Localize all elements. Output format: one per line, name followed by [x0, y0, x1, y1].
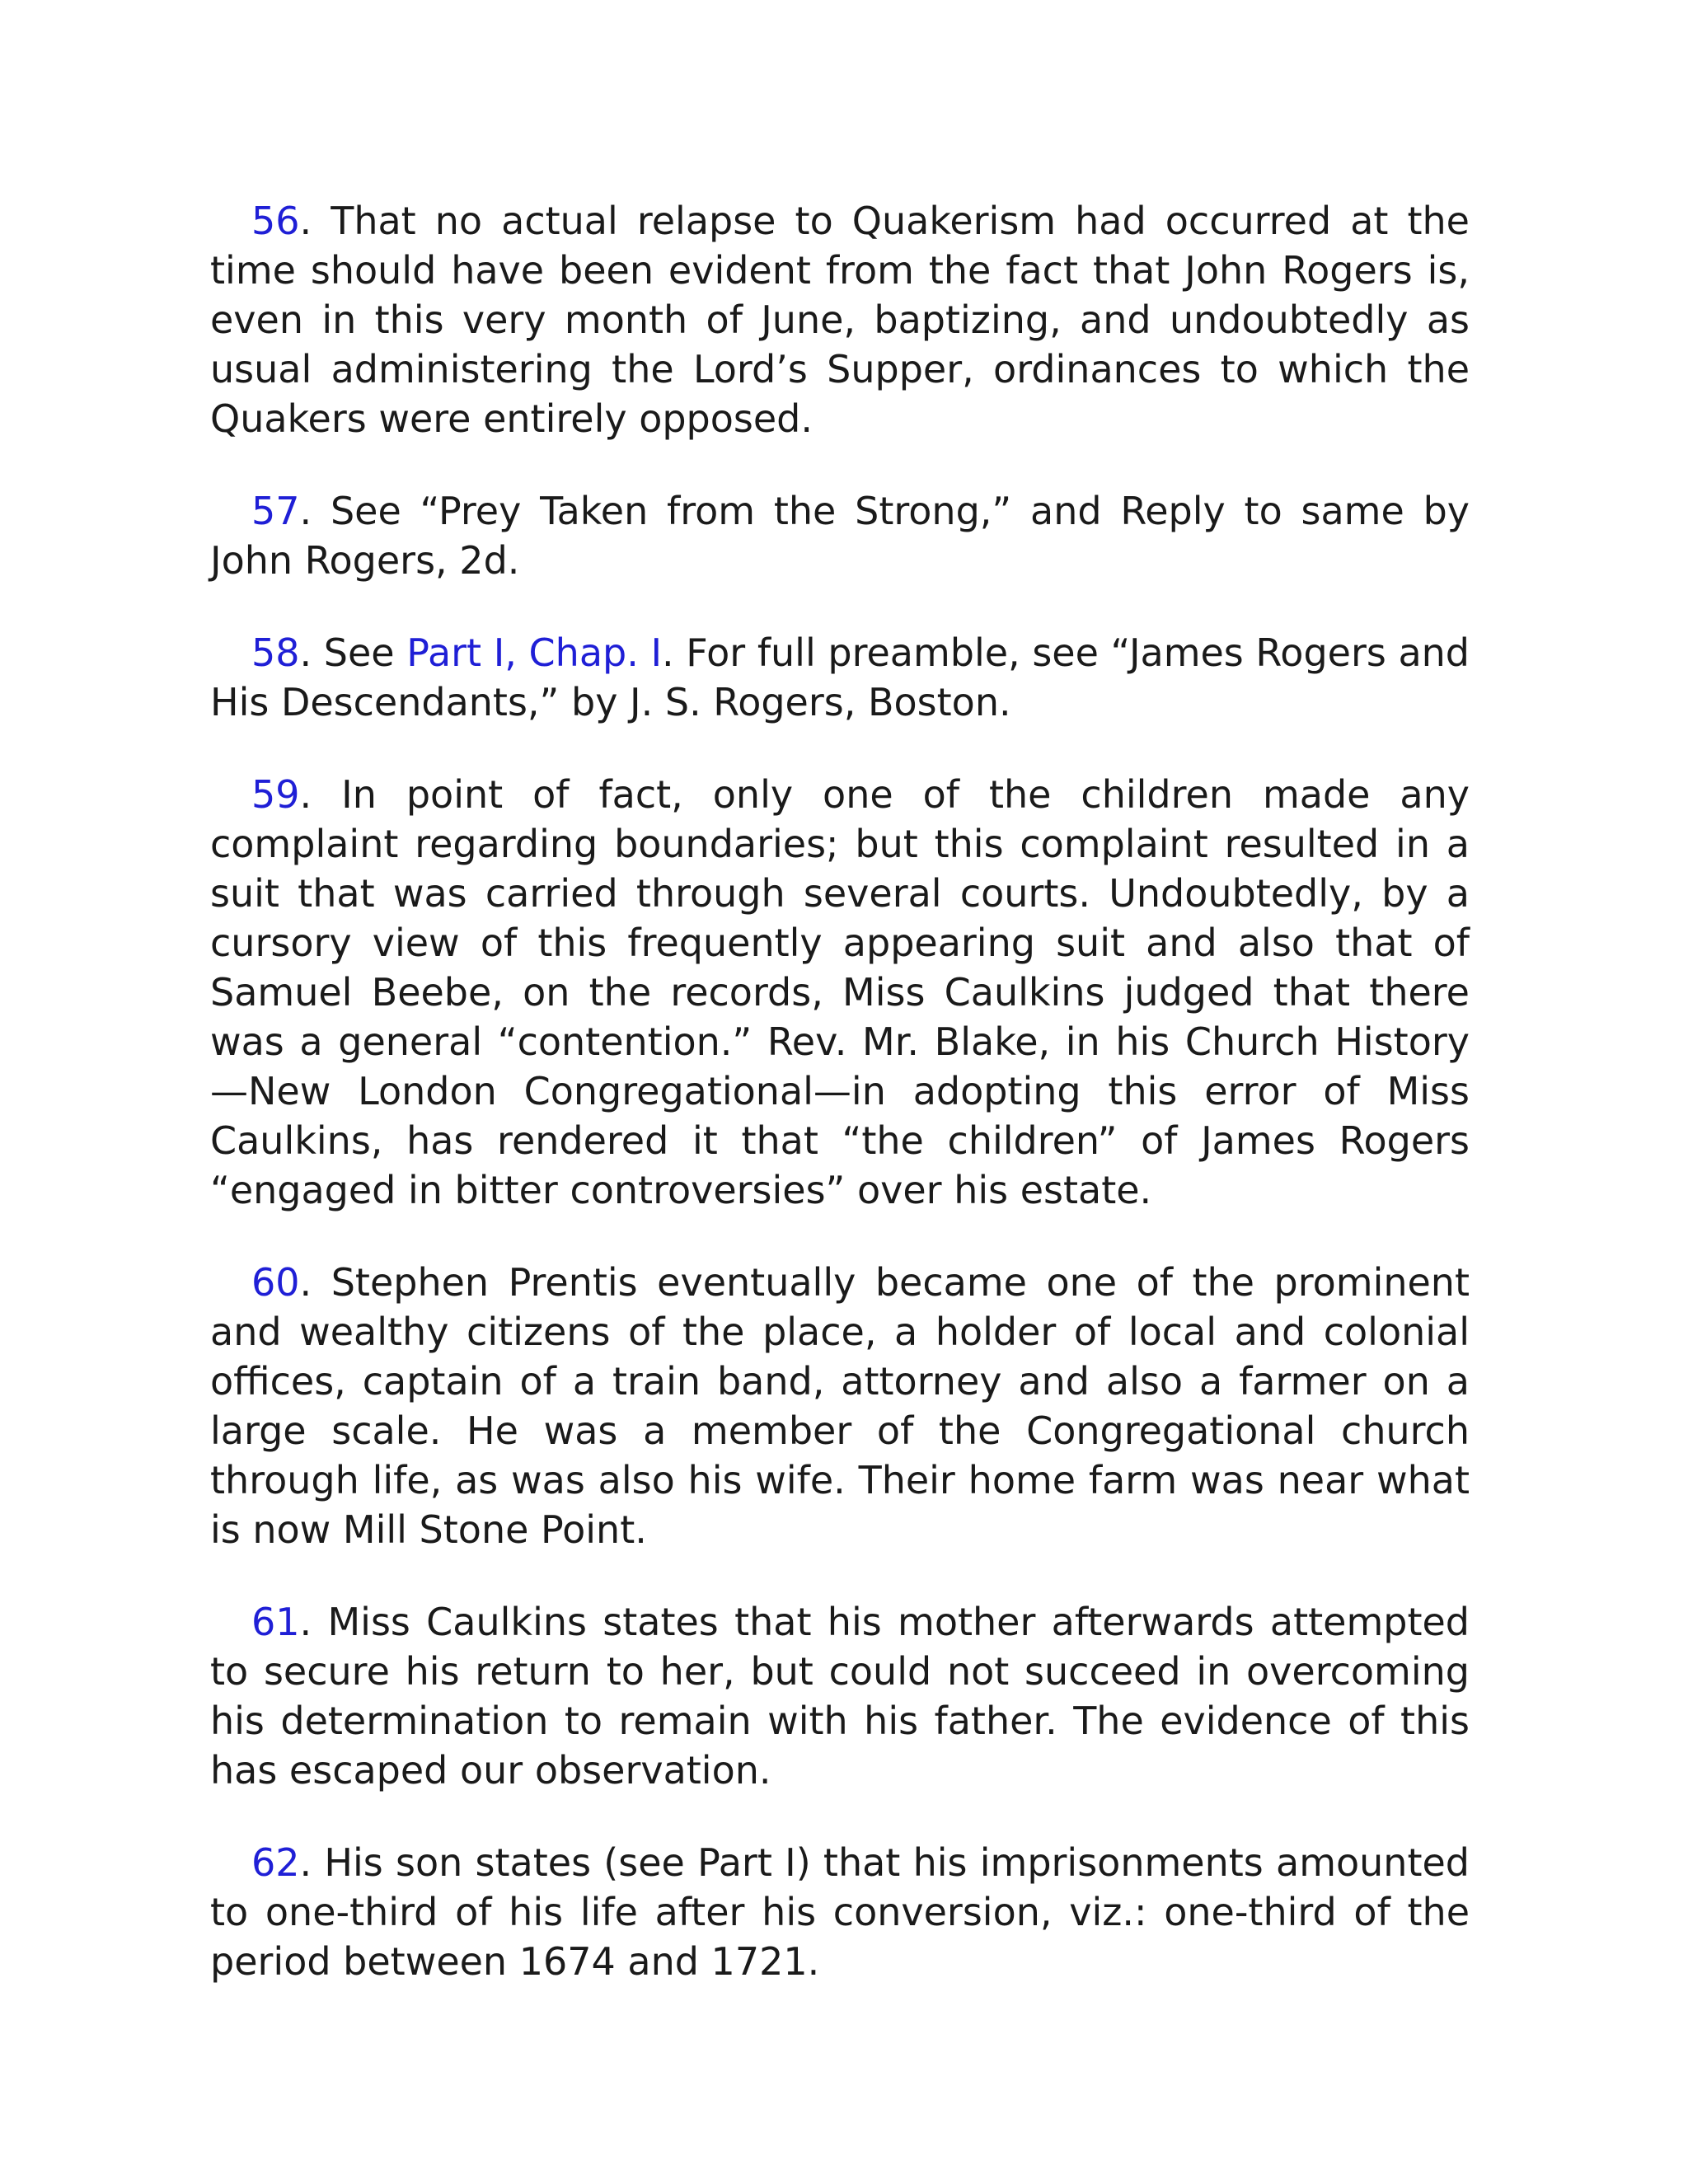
footnote-text: . Miss Caulkins states that his mother afterwards attempted to secure his return to her, but could not succeed in overcoming his determination to remain with his father. The evidence of this has escaped our observation.: [210, 1600, 1470, 1793]
footnote-61: [210, 1597, 1470, 1795]
footnote-number-link[interactable]: 60: [251, 1260, 300, 1305]
footnote-number-link[interactable]: 62: [251, 1840, 300, 1885]
footnote-56: [210, 196, 1470, 443]
footnote-text: . That no actual relapse to Quakerism had occurred at the time should have been evident from the fact that John Rogers is, even in this very month of June, baptizing, and undoubtedly as usual administering the Lord’s Supper, ordinances to which the Quakers were entirely opposed.: [210, 199, 1470, 441]
footnote-number-link[interactable]: 58: [251, 630, 300, 675]
footnote-number-link[interactable]: 59: [251, 772, 300, 817]
footnote-text-post: . For full preamble, see “James Rogers and His Descendants,” by J. S. Rogers, Boston.: [210, 630, 1470, 724]
footnote-58: [210, 628, 1470, 727]
footnote-text: . His son states (see Part I) that his imprisonments amounted to one-third of his life after his conversion, viz.: one-third of the period between 1674 and 1721.: [210, 1840, 1470, 1984]
footnote-text: . Stephen Prentis eventually became one of the prominent and wealthy citizens of the place, a holder of local and colonial offices, captain of a train band, attorney and also a farmer on a large scale. He was a member of the Congregational church through life, as was also his wife. Their home farm was near what is now Mill Stone Point.: [210, 1260, 1470, 1552]
footnotes-page: [210, 196, 1470, 1986]
footnote-60: [210, 1258, 1470, 1554]
footnote-number-link[interactable]: 61: [251, 1600, 300, 1644]
footnote-text: . See “Prey Taken from the Strong,” and Reply to same by John Rogers, 2d.: [210, 489, 1470, 583]
footnote-number-link[interactable]: 57: [251, 489, 300, 533]
part-i-chap-i-link[interactable]: Part I, Chap. I: [406, 630, 663, 675]
footnote-62: [210, 1838, 1470, 1986]
footnote-text: . In point of fact, only one of the children made any complaint regarding boundaries; but this complaint resulted in a suit that was carried through several courts. Undoubtedly, by a cursory view of this frequently appearing suit and also that of Samuel Beebe, on the records, Miss Caulkins judged that there was a general “contention.” Rev. Mr. Blake, in his Church History—New London Congregational—in adopting this error of Miss Caulkins, has rendered it that “the children” of James Rogers “engaged in bitter controversies” over his estate.: [210, 772, 1470, 1212]
footnote-57: [210, 486, 1470, 585]
footnote-59: [210, 770, 1470, 1215]
footnote-text-pre: . See: [299, 630, 407, 675]
footnote-number-link[interactable]: 56: [251, 199, 300, 243]
